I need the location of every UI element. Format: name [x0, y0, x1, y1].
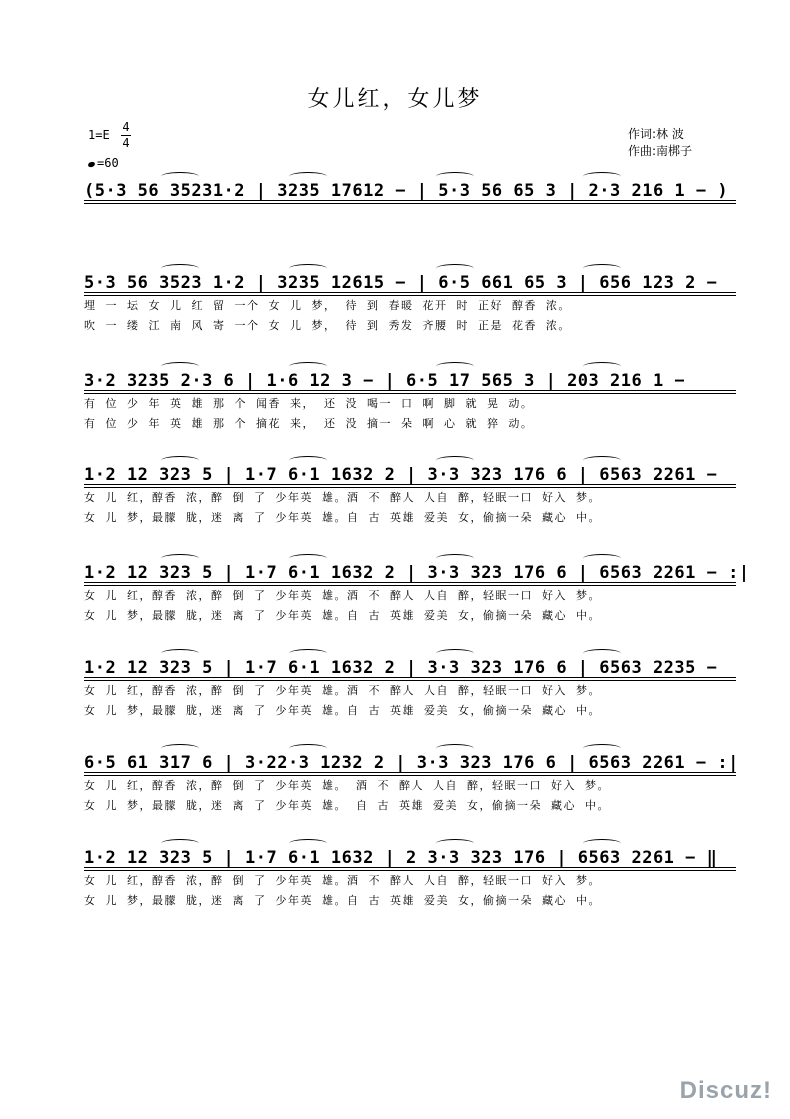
song-title: 女儿红，女儿梦: [307, 87, 483, 112]
score-system: [84, 560, 750, 626]
lyric-line: 有 位 少 年 英 雄 那 个 摘花 来， 还 没 摘一 朵 啊 心 就 猝 动。: [84, 417, 534, 430]
tempo-marking: =60: [88, 156, 119, 170]
slur-mark: [436, 456, 474, 465]
slur-mark: [289, 456, 327, 465]
melody-line: 1·2 12 323 5 | 1·7 6·1 1632 2 | 3·3 323 176 6 | 6563 2235 −: [84, 655, 736, 681]
lyric-line: 女 儿 红，醇香 浓，醉 倒 了 少年英 雄。酒 不 醉人 人自 醉，轻眠一口 好入 梦。: [84, 684, 601, 697]
slur-mark: [161, 264, 199, 273]
slur-mark: [161, 649, 199, 658]
melody-line: 6·5 61 317 6 | 3·22·3 1232 2 | 3·3 323 176 6 | 6563 2261 − :|: [84, 750, 736, 776]
slur-mark: [289, 264, 327, 273]
lyric-line: 有 位 少 年 英 雄 那 个 闻香 来， 还 没 喝一 口 啊 脚 就 晃 动。: [84, 397, 534, 410]
slur-mark: [161, 362, 199, 371]
score-system: [84, 750, 739, 816]
slur-mark: [583, 839, 621, 848]
melody-line: 5·3 56 3523 1·2 | 3235 12615 − | 6·5 661 65 3 | 656 123 2 −: [84, 270, 736, 296]
slur-mark: [161, 744, 199, 753]
slur-mark: [436, 649, 474, 658]
score-system: [84, 368, 736, 434]
lyric-line: 女 儿 梦，最朦 胧，迷 离 了 少年英 雄。自 古 英雄 爱美 女，偷摘一朵 藏心 中。: [84, 894, 601, 907]
melody-line: 1·2 12 323 5 | 1·7 6·1 1632 | 2 3·3 323 176 | 6563 2261 − ‖: [84, 845, 736, 871]
slur-mark: [583, 172, 621, 181]
lyric-line: 女 儿 红，醇香 浓，醉 倒 了 少年英 雄。 酒 不 醉人 人自 醉，轻眠一口 好入 梦。: [84, 779, 610, 792]
lyric-line: 女 儿 梦，最朦 胧，迷 离 了 少年英 雄。自 古 英雄 爱美 女，偷摘一朵 藏心 中。: [84, 511, 601, 524]
slur-mark: [583, 744, 621, 753]
slur-mark: [289, 649, 327, 658]
slur-mark: [583, 554, 621, 563]
score-system: [84, 655, 736, 721]
lyric-line: 女 儿 红，醇香 浓，醉 倒 了 少年英 雄。酒 不 醉人 人自 醉，轻眠一口 好入 梦。: [84, 491, 601, 504]
lyric-line: 女 儿 梦，最朦 胧，迷 离 了 少年英 雄。自 古 英雄 爱美 女，偷摘一朵 藏心 中。: [84, 704, 601, 717]
credits: [628, 126, 692, 160]
slur-mark: [436, 264, 474, 273]
lyric-line: 埋 一 坛 女 儿 红 留 一个 女 儿 梦， 待 到 春暖 花开 时 正好 醇香 浓。: [84, 299, 571, 312]
slur-mark: [289, 172, 327, 181]
slur-mark: [161, 554, 199, 563]
slur-mark: [436, 362, 474, 371]
slur-mark: [436, 554, 474, 563]
lyric-line: 女 儿 梦，最朦 胧，迷 离 了 少年英 雄。自 古 英雄 爱美 女，偷摘一朵 藏心 中。: [84, 609, 601, 622]
slur-mark: [583, 264, 621, 273]
composer: 作曲:南梆子: [628, 144, 693, 158]
score-system: [84, 178, 736, 204]
melody-line: 1·2 12 323 5 | 1·7 6·1 1632 2 | 3·3 323 176 6 | 6563 2261 − :|: [84, 560, 736, 586]
slur-mark: [289, 362, 327, 371]
melody-line: (5·3 56 35231·2 | 3235 17612 − | 5·3 56 65 3 | 2·3 216 1 − ): [84, 178, 736, 204]
slur-mark: [583, 649, 621, 658]
slur-mark: [436, 839, 474, 848]
slur-mark: [583, 456, 621, 465]
slur-mark: [161, 172, 199, 181]
score-system: [84, 845, 736, 911]
lyric-line: 女 儿 红，醇香 浓，醉 倒 了 少年英 雄。酒 不 醉人 人自 醉，轻眠一口 好入 梦。: [84, 874, 601, 887]
slur-mark: [161, 456, 199, 465]
key-signature: 1=E: [88, 128, 110, 142]
lyric-line: 女 儿 红，醇香 浓，醉 倒 了 少年英 雄。酒 不 醉人 人自 醉，轻眠一口 好入 梦。: [84, 589, 601, 602]
melody-line: 1·2 12 323 5 | 1·7 6·1 1632 2 | 3·3 323 176 6 | 6563 2261 −: [84, 462, 736, 488]
slur-mark: [289, 744, 327, 753]
slur-mark: [436, 744, 474, 753]
melody-line: 3·2 3235 2·3 6 | 1·6 12 3 − | 6·5 17 565 3 | 203 216 1 −: [84, 368, 736, 394]
slur-mark: [583, 362, 621, 371]
lyric-line: 吹 一 缕 江 南 风 寄 一个 女 儿 梦， 待 到 秀发 齐腰 时 正是 花香 浓。: [84, 319, 571, 332]
lyric-line: 女 儿 梦，最朦 胧，迷 离 了 少年英 雄。 自 古 英雄 爱美 女，偷摘一朵 藏心 中。: [84, 799, 610, 812]
quarter-note-icon: [87, 161, 95, 168]
time-signature: [121, 120, 131, 151]
watermark-logo: Discuz!: [679, 1077, 772, 1104]
slur-mark: [436, 172, 474, 181]
lyricist: 作词:林 波: [628, 127, 684, 141]
score-system: [84, 462, 736, 528]
meter-top: 4: [122, 120, 130, 134]
slur-mark: [289, 554, 327, 563]
score-system: [84, 270, 736, 336]
slur-mark: [289, 839, 327, 848]
slur-mark: [161, 839, 199, 848]
meter-bottom: 4: [122, 136, 130, 150]
